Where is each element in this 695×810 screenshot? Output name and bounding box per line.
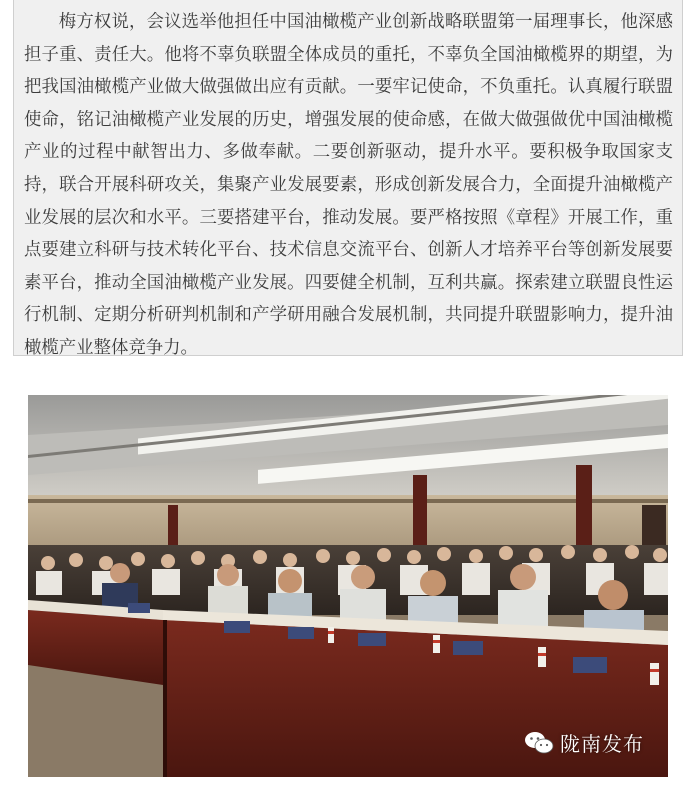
- article-paragraph: 梅方权说，会议选举他担任中国油橄榄产业创新战略联盟第一届理事长，他深感担子重、责任大。他将不辜负联盟全体成员的重托，不辜负全国油橄榄界的期望，为把我国油橄榄产业做大做强做出应有贡献。一要牢记使命，不负重托。认真履行联盟使命，铭记油橄榄产业发展的历史，增强发展的使命感，在做大做强做优中国油橄榄产业的过程中献智出力、多做奉献。二要创新驱动，提升水平。要积极争取国家支持，联合开展科研攻关，集聚产业发展要素，形成创新发展合力，全面提升油橄榄产业发展的层次和水平。三要搭建平台，推动发展。要严格按照《章程》开展工作，重点要建立科研与技术转化平台、技术信息交流平台、创新人才培养平台等创新发展要素平台，推动全国油橄榄产业发展。四要健全机制，互利共赢。探索建立联盟良性运行机制、定期分析研判机制和产学研用融合发展机制，共同提升联盟影响力，提升油橄榄产业整体竞争力。: [24, 12, 673, 358]
- wechat-icon: [524, 730, 554, 756]
- meeting-hall-illustration: [28, 395, 668, 777]
- quote-box: [13, 0, 683, 356]
- meeting-photo: [28, 395, 668, 777]
- watermark: [524, 728, 644, 757]
- watermark-text: 陇南发布: [560, 732, 644, 756]
